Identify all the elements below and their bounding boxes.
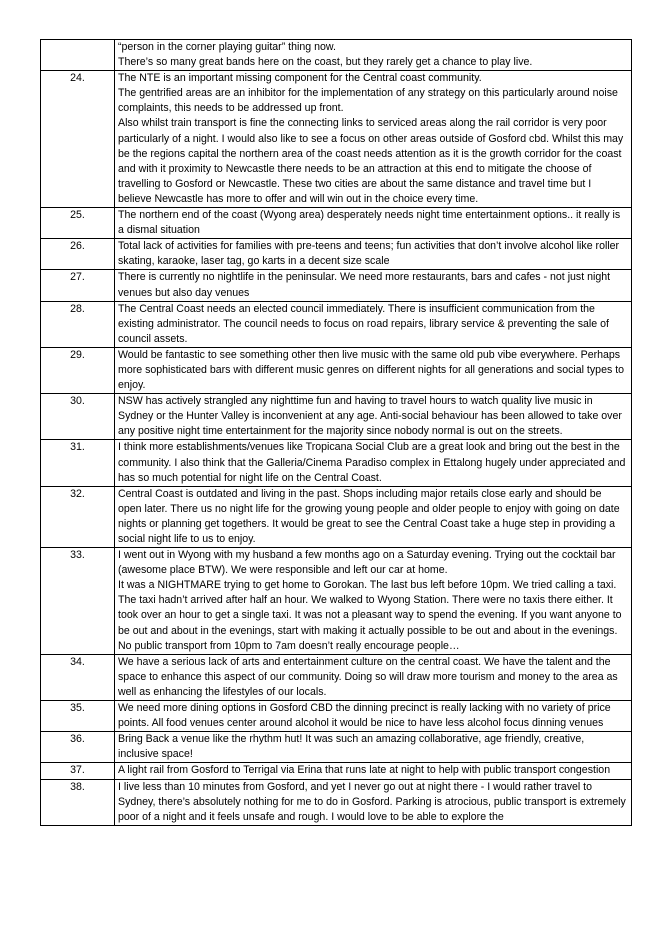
response-paragraph: The gentrified areas are an inhibitor for the implementation of any strategy on this particularly around noise complaints, this needs to be addressed up front. [118,87,618,115]
responses-table-body [41,40,632,826]
responses-table [40,39,632,826]
response-number: 36. [41,732,115,763]
table-row [41,763,632,779]
document-page [40,39,631,826]
table-row [41,701,632,732]
table-row [41,270,632,301]
table-row [41,779,632,825]
response-number: 38. [41,779,115,825]
response-text [115,779,632,825]
table-row [41,440,632,486]
response-text [115,71,632,208]
response-number: 25. [41,208,115,239]
response-text [115,654,632,700]
response-paragraph: The northern end of the coast (Wyong area) desperately needs night time entertainment options.. it really is a dismal situation [118,209,621,237]
response-paragraph: We need more dining options in Gosford CBD the dinning precinct is really lacking with no variety of price points. All food venues center around alcohol it would be nice to have less alcohol focus dinning venues [118,702,611,730]
response-number: 37. [41,763,115,779]
response-paragraph: I think more establishments/venues like Tropicana Social Club are a great look and bring out the best in the community. I also think that the Galleria/Cinema Paradiso complex in Ettalong hugely under appreciated and has so much potential for night life on the Central Coast. [118,441,626,484]
response-text [115,440,632,486]
table-row [41,732,632,763]
table-row [41,486,632,547]
response-number: 32. [41,486,115,547]
response-number: 27. [41,270,115,301]
response-number: 29. [41,347,115,393]
response-paragraph: There’s so many great bands here on the coast, but they rarely get a chance to play live. [118,56,533,69]
response-paragraph: The Central Coast needs an elected council immediately. There is insufficient communication from the existing administrator. The council needs to focus on road repairs, library service & preventing the sale of council assets. [118,302,609,345]
response-text [115,347,632,393]
response-text [115,486,632,547]
response-paragraph: Would be fantastic to see something other then live music with the same old pub vibe everywhere. Perhaps more sophisticated bars with different music genres on different nights for all generations and social types to enjoy. [118,348,625,392]
table-row [41,394,632,440]
response-text [115,394,632,440]
response-text [115,40,632,71]
response-number: 31. [41,440,115,486]
response-paragraph: There is currently no nightlife in the peninsular. We need more restaurants, bars and cafes - not just night venues but also day venues [118,271,611,299]
response-paragraph: It was a NIGHTMARE trying to get home to Gorokan. The last bus left before 10pm. We tried calling a taxi. The taxi hadn’t arrived after half an hour. We walked to Wyong Station. There were no taxis there either. It took over an hour to get a single taxi. It was not a pleasant way to spend the evening. If you want anyone to be out and about in the evenings, start with making it actually possible to be out and about in the evenings. No public transport from 10pm to 7am doesn’t really encourage people… [118,579,622,652]
response-paragraph: We have a serious lack of arts and entertainment culture on the central coast. We have the talent and the space to enhance this aspect of our community. Doing so will draw more tourism and money to the area as well as enhancing the lifestyles of our locals. [118,655,618,698]
response-paragraph: Total lack of activities for families with pre-teens and teens; fun activities that don’t involve alcohol like roller skating, karaoke, laser tag, go karts in a decent size scale [118,240,620,268]
response-number [41,40,115,71]
response-paragraph: A light rail from Gosford to Terrigal via Erina that runs late at night to help with public transport congestion [118,764,611,777]
response-text [115,301,632,347]
response-paragraph: Also whilst train transport is fine the connecting links to serviced areas along the rail corridor is very poor particularly of a night. I would also like to see a focus on other areas outside of Gosford cbd. Whilst this may be the regions capital the northern area of the coast needs attention as it is the growth corridor for the coast and with it proximity to Newcastle there needs to be an attraction at this end to mitigate the choose of travelling to Gosford or Newcastle. These two cities are about the same distance and travel time but I believe Newcastle has more to offer and will win out in the choice every time. [118,117,624,205]
response-paragraph: I went out in Wyong with my husband a few months ago on a Saturday evening. Trying out the cocktail bar (awesome place BTW). We were responsible and left our car at home. [118,549,616,577]
response-text [115,270,632,301]
table-row [41,71,632,208]
response-number: 28. [41,301,115,347]
response-paragraph: The NTE is an important missing component for the Central coast community. [118,72,482,85]
response-text [115,239,632,270]
response-text [115,732,632,763]
response-number: 30. [41,394,115,440]
response-text [115,548,632,655]
response-number: 34. [41,654,115,700]
response-paragraph: Central Coast is outdated and living in the past. Shops including major retails close early and should be open later. There us no night life for the growing young people and older people to enjoy with going on date nights or planning get togethers. It would be great to see the Central Coast take a huge step in providing a social night life to us to enjoy. [118,487,620,545]
table-row [41,654,632,700]
table-row [41,40,632,71]
table-row [41,239,632,270]
table-row [41,548,632,655]
table-row [41,208,632,239]
response-number: 35. [41,701,115,732]
response-text [115,763,632,779]
response-paragraph: “person in the corner playing guitar” thing now. [118,41,336,53]
table-row [41,347,632,393]
response-number: 24. [41,71,115,208]
response-text [115,208,632,239]
table-row [41,301,632,347]
response-paragraph: Bring Back a venue like the rhythm hut! It was such an amazing collaborative, age friendly, creative, inclusive space! [118,733,585,761]
response-number: 26. [41,239,115,270]
response-text [115,701,632,732]
response-number: 33. [41,548,115,655]
response-paragraph: I live less than 10 minutes from Gosford, and yet I never go out at night there - I would rather travel to Sydney, there’s absolutely nothing for me to do in Gosford. Parking is atrocious, public transport is extremely poor of a night and it feels unsafe and rough. I would love to be able to explore the [118,780,626,823]
response-paragraph: NSW has actively strangled any nighttime fun and having to travel hours to watch quality live music in Sydney or the Hunter Valley is inconvenient at any age. Anti-social behaviour has been allowed to take over any positive night time entertainment for the majority since nobody normal is out on the streets. [118,395,622,438]
